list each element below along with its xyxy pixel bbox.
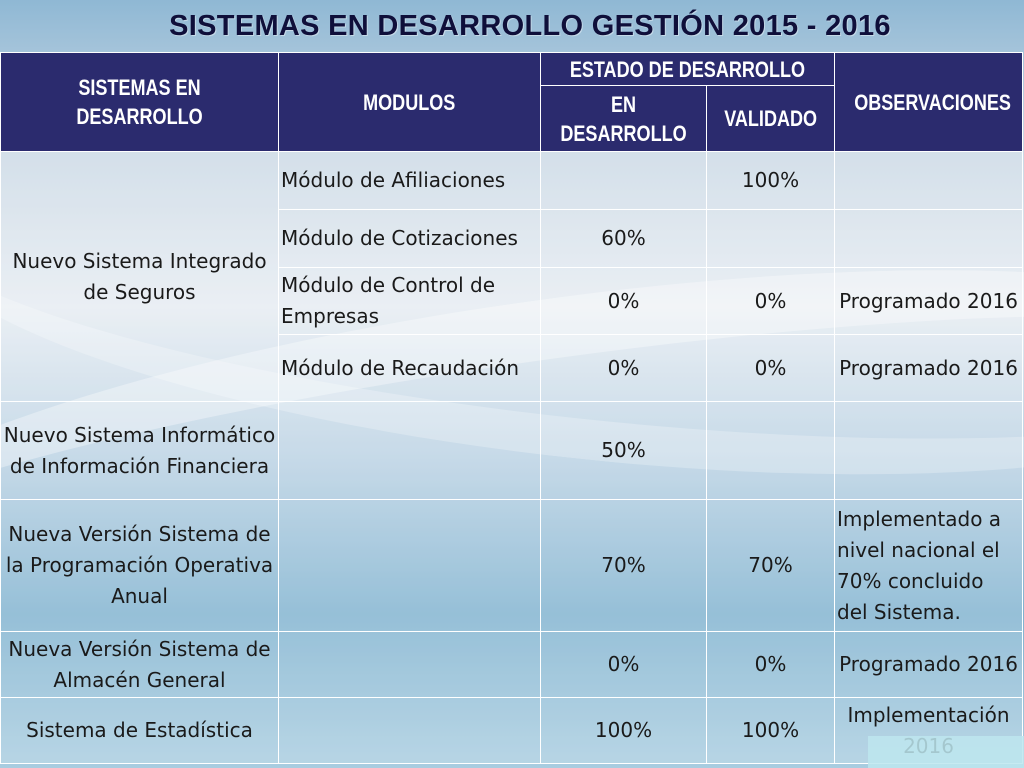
cell-sistema: Nuevo Sistema Integrado de Seguros (1, 152, 279, 402)
cell-en-desarrollo: 70% (541, 500, 707, 632)
cell-sistema: Sistema de Estadística (1, 698, 279, 764)
cell-observaciones (835, 152, 1023, 210)
cell-observaciones: Programado 2016 (835, 335, 1023, 402)
cell-sistema: Nuevo Sistema Informático de Información Financiera (1, 402, 279, 500)
header-validado: VALIDADO (707, 86, 835, 152)
cell-modulo (279, 402, 541, 500)
cell-en-desarrollo: 100% (541, 698, 707, 764)
cell-en-desarrollo: 50% (541, 402, 707, 500)
cell-en-desarrollo: 0% (541, 335, 707, 402)
header-row (1, 53, 1023, 86)
cell-modulo (279, 500, 541, 632)
cell-validado: 100% (707, 698, 835, 764)
cell-modulo (279, 698, 541, 764)
cell-observaciones: Implementado a nivel nacional el 70% concluido del Sistema. (835, 500, 1023, 632)
cell-validado: 100% (707, 152, 835, 210)
corner-accent (868, 736, 1024, 768)
cell-validado (707, 402, 835, 500)
table-row (1, 500, 1023, 632)
cell-validado: 0% (707, 335, 835, 402)
header-en-desarrollo: EN DESARROLLO (541, 86, 707, 152)
header-observaciones: OBSERVACIONES (835, 53, 1023, 152)
cell-validado: 0% (707, 632, 835, 698)
cell-en-desarrollo: 0% (541, 632, 707, 698)
cell-en-desarrollo: 0% (541, 268, 707, 335)
cell-en-desarrollo: 60% (541, 210, 707, 268)
cell-validado: 70% (707, 500, 835, 632)
cell-sistema: Nueva Versión Sistema de Almacén General (1, 632, 279, 698)
cell-modulo: Módulo de Recaudación (279, 335, 541, 402)
cell-validado: 0% (707, 268, 835, 335)
cell-validado (707, 210, 835, 268)
header-sistemas: SISTEMAS EN DESARROLLO (1, 53, 279, 152)
cell-modulo: Módulo de Control de Empresas (279, 268, 541, 335)
cell-modulo: Módulo de Afiliaciones (279, 152, 541, 210)
table-row (1, 632, 1023, 698)
slide-title: SISTEMAS EN DESARROLLO GESTIÓN 2015 - 2016 (169, 10, 891, 42)
table-row (1, 152, 1023, 210)
systems-table (0, 52, 1023, 764)
cell-sistema: Nueva Versión Sistema de la Programación Operativa Anual (1, 500, 279, 632)
cell-modulo: Módulo de Cotizaciones (279, 210, 541, 268)
header-estado: ESTADO DE DESARROLLO (541, 53, 835, 86)
table-row (1, 402, 1023, 500)
cell-modulo (279, 632, 541, 698)
cell-observaciones: Programado 2016 (835, 268, 1023, 335)
cell-observaciones: Programado 2016 (835, 632, 1023, 698)
header-modulos: MODULOS (279, 53, 541, 152)
cell-observaciones (835, 210, 1023, 268)
cell-observaciones: Implementación (835, 698, 1023, 764)
cell-observaciones (835, 402, 1023, 500)
cell-en-desarrollo (541, 152, 707, 210)
